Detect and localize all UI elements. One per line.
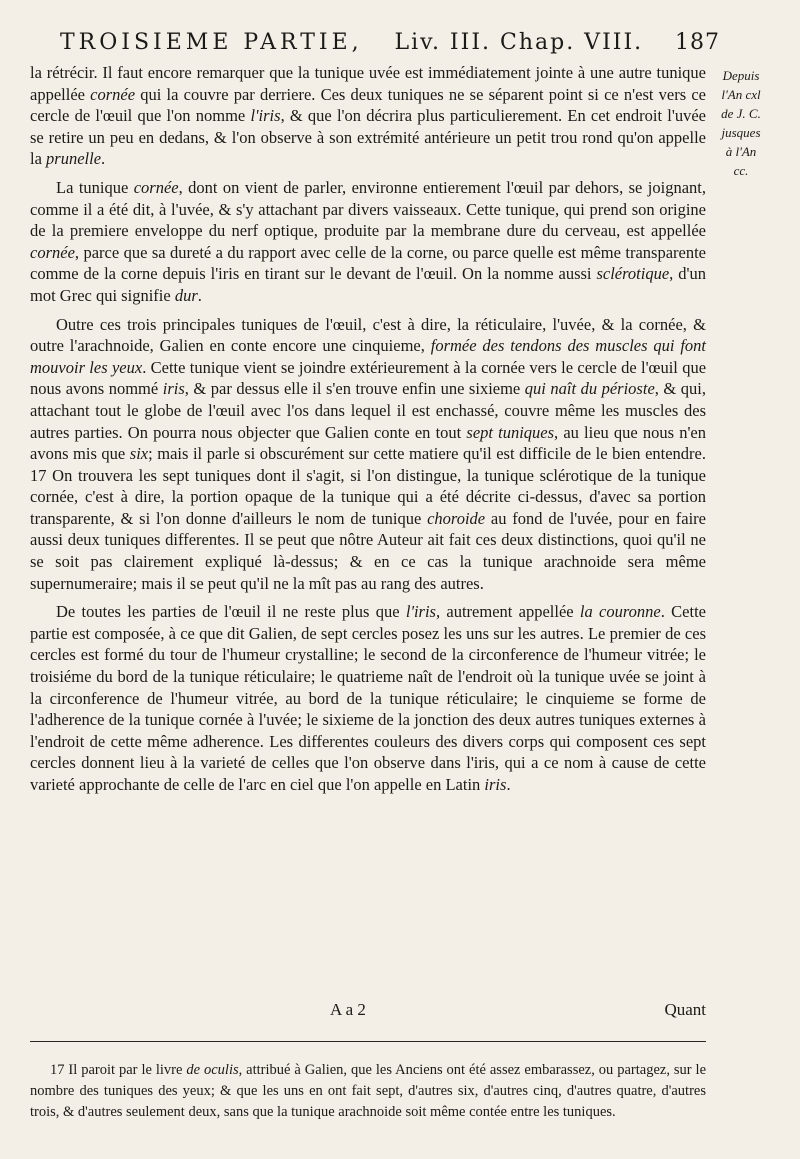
italic-term: cornée	[30, 242, 75, 262]
signature-mark: A a 2	[330, 1000, 366, 1019]
italic-term: sclérotique	[596, 264, 670, 284]
margin-note-line: de J. C.	[721, 106, 761, 121]
text-run: . Cette tunique vient se joindre extérieurement à la cornée vers le cercle de l'œuil que nous avons nommé	[30, 357, 707, 399]
italic-term: six	[129, 444, 149, 464]
text-run: La tunique	[56, 177, 134, 197]
italic-term: iris	[162, 379, 185, 399]
running-head	[60, 30, 720, 55]
footnote	[30, 1060, 706, 1123]
text-run: la rétrécir. Il faut encore remarquer que la tunique uvée est immédiatement jointe à une autre tunique appellée	[30, 63, 706, 104]
text-run: , attribué à Galien, que les Anciens ont été assez embarassez, ou partagez, sur le nombre des tuniques des yeux; & que les uns en ont fait sept, d'autres six, d'autres cinq, d'autres quatre, d'autres trois, & d'autres seulement deux, sans que la tunique arachnoide soit même contée entre les tuniques.	[30, 1062, 706, 1120]
text-run: ; mais il parle si obscurément sur cette matiere qu'il est difficile de le bien entendre. 17 On trouvera les sept tuniques dont il s'agit, si l'on distingue, la tunique sclérotique de la tunique cornée, c'est à dire, la portion opaque de la tunique qui a été décrite ci-dessus, d'avec sa portion transparente, & si l'on donne d'ailleurs le nom de tunique	[30, 444, 706, 528]
italic-term: qui naît du périoste	[524, 379, 655, 399]
paragraph	[30, 314, 706, 595]
margin-note-line: l'An cxl	[721, 87, 761, 102]
text-run: , dont on vient de parler, environne entierement l'œuil par dehors, se joignant, comme il a été dit, à l'uvée, & s'y attachant par divers vaisseaux. Cette tunique, qui prend son origine de la premiere enveloppe du nerf optique, produite par la membrane dure du cerveau, est appellée	[30, 177, 706, 241]
italic-term: choroide	[427, 508, 486, 528]
part-title: TROISIEME PARTIE,	[60, 30, 363, 55]
italic-term: iris	[484, 775, 507, 794]
text-run: De toutes les parties de l'œuil il ne reste plus que	[56, 602, 406, 622]
italic-term: cornée	[133, 177, 179, 197]
text-run: qui la couvre par derriere. Ces deux tuniques ne se séparent point si ce n'est vers ce cercle de l'œuil que l'on nomme	[30, 84, 706, 126]
italic-term: prunelle	[46, 149, 102, 169]
text-run: .	[506, 775, 511, 794]
text-run: . Cette partie est composée, à ce que dit Galien, de sept cercles posez les uns sur les autres. Le premier de ces cercles est formé du tour de l'humeur crystalline; le second de la circonference de l'humeur vitrée; le troisiéme du bord de la tunique réticulaire; le quatrieme naît de l'endroit où la tunique uvée se joint à la circonference de l'humeur vitrée, au bord de la tunique réticulaire; le cinquieme se forme de l'adherence de la tunique cornée à l'uvée; le sixieme de la jonction des deux autres tuniques externes à l'endroit de cette même adherence. Les differentes couleurs des divers corps qui composent ces sept cercles donnent lieu à la varieté de celles que l'on observe dans l'iris, qui a ce nom à cause de cette varieté approchante de celle de l'arc en ciel que l'on appelle en Latin	[30, 602, 707, 794]
text-run: , & que l'on décrira plus particulierement. En cet endroit l'uvée se retire un peu en dedans, & l'on observe à son extrémité antérieure un petit trou rond qu'on appelle la	[30, 106, 706, 169]
margin-date-note	[708, 66, 774, 180]
italic-term: dur	[174, 285, 198, 305]
paragraph	[30, 177, 706, 307]
main-text	[30, 62, 706, 803]
text-run: Outre ces trois principales tuniques de l'œuil, c'est à dire, la réticulaire, l'uvée, & la cornée, & outre l'arachnoide, Galien en conte encore une cinquieme,	[30, 314, 706, 356]
text-run: , & par dessus elle il s'en trouve enfin une sixieme	[184, 379, 525, 399]
italic-term: de oculis	[186, 1062, 239, 1078]
margin-note-line: jusques	[721, 125, 761, 140]
footnote-rule	[30, 1041, 706, 1042]
italic-term: l'iris	[250, 106, 281, 126]
italic-term: sept tuniques	[466, 422, 555, 442]
text-run: au fond de l'uvée, pour en faire aussi deux tuniques differentes. Il se peut que nôtre Auteur ait fait ces deux distinctions, quoi qu'il ne se soit pas clairement expliqué là-dessus; & en ce cas la tunique arachnoide sera même supernumeraire; mais il se peut qu'il ne la mît pas au rang des autres.	[30, 508, 706, 593]
text-run: , d'un mot Grec qui signifie	[30, 264, 706, 305]
text-run: , & qui, attachant tout le globe de l'œuil avec l'os dans lequel il est enchassé, couvre même les muscles des autres parties. On pourra nous objecter que Galien conte en tout	[30, 379, 706, 442]
italic-term: l'iris	[405, 602, 436, 622]
paragraph	[30, 601, 706, 795]
text-run: .	[197, 285, 202, 305]
text-run: 17 Il paroit par le livre	[50, 1062, 187, 1078]
text-run: , au lieu que nous n'en avons mis que	[30, 422, 706, 464]
page-number: 187	[674, 30, 720, 55]
text-run: , autrement appellée	[435, 602, 580, 622]
catchword: Quant	[664, 1000, 706, 1019]
paragraph	[30, 62, 706, 170]
margin-note-line: Depuis	[722, 68, 760, 83]
book-chapter-label: Liv. III. Chap. VIII.	[394, 30, 644, 55]
text-run: .	[101, 149, 106, 169]
margin-note-line: à l'An	[725, 144, 757, 159]
margin-note-line: cc.	[733, 163, 749, 178]
italic-term: formée des tendons des muscles qui font mouvoir les yeux	[30, 336, 706, 377]
italic-term: cornée	[90, 84, 136, 104]
text-run: , parce que sa dureté a du rapport avec celle de la corne, ou parce quelle est même transparente comme de la corne depuis l'iris en tirant sur le devant de l'œuil. On la nomme aussi	[30, 242, 706, 284]
italic-term: la couronne	[579, 602, 661, 622]
